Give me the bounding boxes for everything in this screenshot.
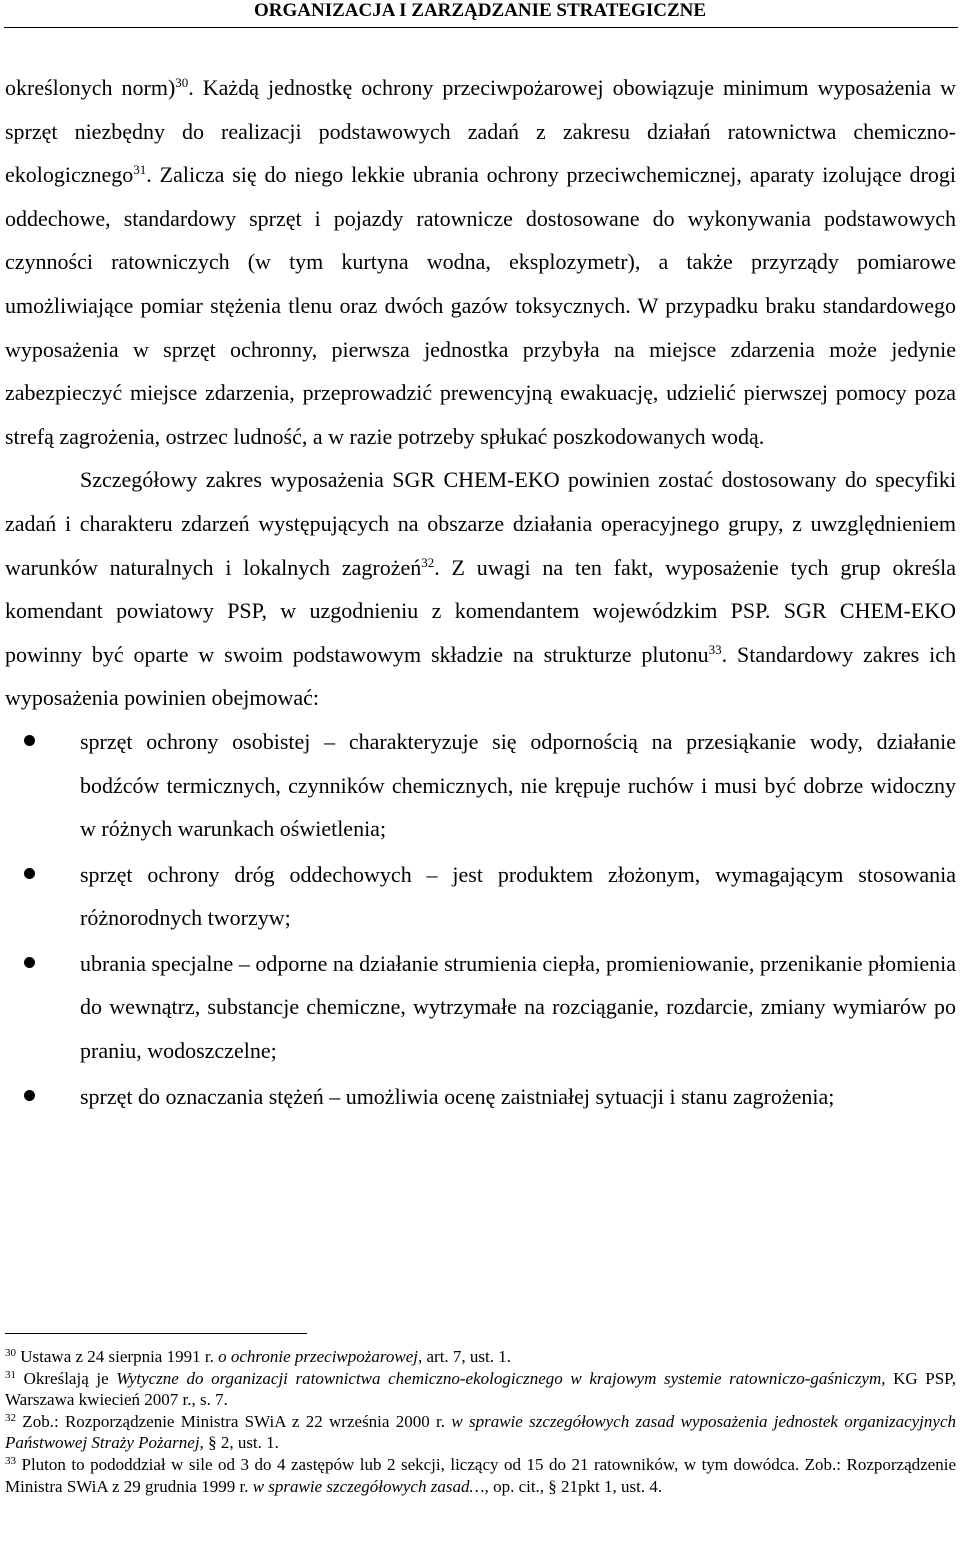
footnote-ref-31: 31	[133, 162, 147, 178]
footnote-title: o ochronie przeciwpożarowej	[218, 1347, 418, 1366]
footnote-32	[5, 1411, 956, 1454]
list-item	[5, 853, 956, 940]
paragraph-1-text-b: . Każdą jednostkę ochrony przeciwpożarowej obowiązuje minimum wyposażenia w sprzęt niezbędny do realizacji podstawowych zadań z zakresu działań ratownictwa chemiczno-ekologicznego	[5, 75, 957, 188]
bullet-icon	[24, 735, 35, 746]
footnote-separator	[5, 1333, 307, 1334]
footnote-ref-33: 33	[708, 641, 722, 657]
header-divider	[4, 27, 958, 28]
footnote-text: Ustawa z 24 sierpnia 1991 r.	[16, 1347, 219, 1366]
footnote-ref-32: 32	[421, 554, 435, 570]
paragraph-2-text-b: . Z uwagi na ten fakt, wyposażenie tych grup określa komendant powiatowy PSP, w uzgodnieniu z komendantem wojewódzkim PSP. SGR CHEM-EKO powinny być oparte w swoim podstawowym składzie na strukturze plutonu	[5, 554, 956, 667]
list-item	[5, 1075, 956, 1119]
bullet-icon	[24, 868, 35, 879]
footnote-text: KG PSP, Warszawa kwiecień 2007 r., s. 7.	[5, 1368, 956, 1410]
paragraph-1-text-a: określonych norm)	[5, 75, 176, 100]
paragraph-1	[5, 66, 956, 458]
footnote-text: Pluton to pododdział w sile od 3 do 4 zastępów lub 2 sekcji, liczący od 15 do 21 ratowników, w tym dowódca. Zob.: Rozporządzenie Ministra SWiA z 29 grudnia 1999 r.	[5, 1454, 956, 1496]
running-header: ORGANIZACJA I ZARZĄDZANIE STRATEGICZNE	[253, 0, 707, 21]
footnote-title: Wytyczne do organizacji ratownictwa chemiczno-ekologicznego w krajowym systemie ratowniczo-gaśniczym,	[116, 1368, 886, 1388]
paragraph-2	[5, 458, 956, 720]
footnote-number: 31	[5, 1368, 16, 1381]
paragraph-1-text-c: . Zalicza się do niego lekkie ubrania ochrony przeciwchemicznej, aparaty izolujące drogi oddechowe, standardowy sprzęt i pojazdy ratownicze dostosowane do wykonywania podstawowych czynności ratowniczych (w tym kurtyna wodna, eksplozymetr), a także przyrządy pomiarowe umożliwiające pomiar stężenia tlenu oraz dwóch gazów toksycznych. W przypadku braku standardowego wyposażenia w sprzęt ochronny, pierwsza jednostka przybyła na miejsce zdarzenia może jedynie zabezpieczyć miejsce zdarzenia, przeprowadzić prewencyjną ewakuację, udzielić pierwszej pomocy poza strefą zagrożenia, ostrzec ludność, a w razie potrzeby spłukać poszkodowanych wodą.	[5, 162, 956, 449]
paragraph-2-text-c: . Standardowy zakres ich wyposażenia powinien obejmować:	[5, 641, 956, 711]
footnote-text: op. cit., § 21pkt 1, ust. 4.	[488, 1476, 663, 1496]
footnote-text: § 2, ust. 1.	[203, 1433, 279, 1453]
footnote-31	[5, 1368, 956, 1411]
footnote-ref-30: 30	[175, 75, 189, 90]
footnote-text: Zob.: Rozporządzenie Ministra SWiA z 22 września 2000 r.	[16, 1411, 452, 1431]
equipment-list	[5, 720, 956, 1118]
list-item	[5, 720, 956, 851]
bullet-icon	[24, 1090, 35, 1101]
footnote-title: w sprawie szczegółowych zasad…,	[252, 1476, 489, 1496]
list-item-text: ubrania specjalne – odporne na działanie strumienia ciepła, promieniowanie, przenikanie płomienia do wewnątrz, substancje chemiczne, wytrzymałe na rozciąganie, rozdarcie, zmiany wymiarów po praniu, wodoszczelne;	[80, 950, 956, 1064]
footnote-text: Określają je	[16, 1368, 117, 1388]
list-item-text: sprzęt ochrony dróg oddechowych – jest produktem złożonym, wymagającym stosowania różnorodnych tworzyw;	[80, 861, 956, 931]
footnote-30	[5, 1346, 956, 1368]
footnote-number: 30	[5, 1347, 16, 1359]
footnote-text: , art. 7, ust. 1.	[417, 1347, 512, 1366]
footnotes	[5, 1346, 956, 1497]
list-item-text: sprzęt ochrony osobistej – charakteryzuje się odpornością na przesiąkanie wody, działanie bodźców termicznych, czynników chemicznych, nie krępuje ruchów i musi być dobrze widoczny w różnych warunkach oświetlenia;	[80, 728, 956, 842]
footnote-33	[5, 1454, 956, 1497]
bullet-icon	[24, 957, 35, 968]
footnote-number: 33	[5, 1454, 16, 1467]
list-item-text: sprzęt do oznaczania stężeń – umożliwia ocenę zaistniałej sytuacji i stanu zagrożenia;	[80, 1083, 835, 1109]
page-body	[5, 66, 956, 1120]
footnote-title: w sprawie szczegółowych zasad wyposażenia jednostek organizacyjnych Państwowej Straży Pożarnej,	[5, 1411, 956, 1453]
paragraph-2-text-a: Szczegółowy zakres wyposażenia SGR CHEM-EKO powinien zostać dostosowany do specyfiki zadań i charakteru zdarzeń występujących na obszarze działania operacyjnego grupy, z uwzględnieniem warunków naturalnych i lokalnych zagrożeń	[5, 467, 956, 580]
footnote-number: 32	[5, 1411, 16, 1424]
list-item	[5, 942, 956, 1073]
